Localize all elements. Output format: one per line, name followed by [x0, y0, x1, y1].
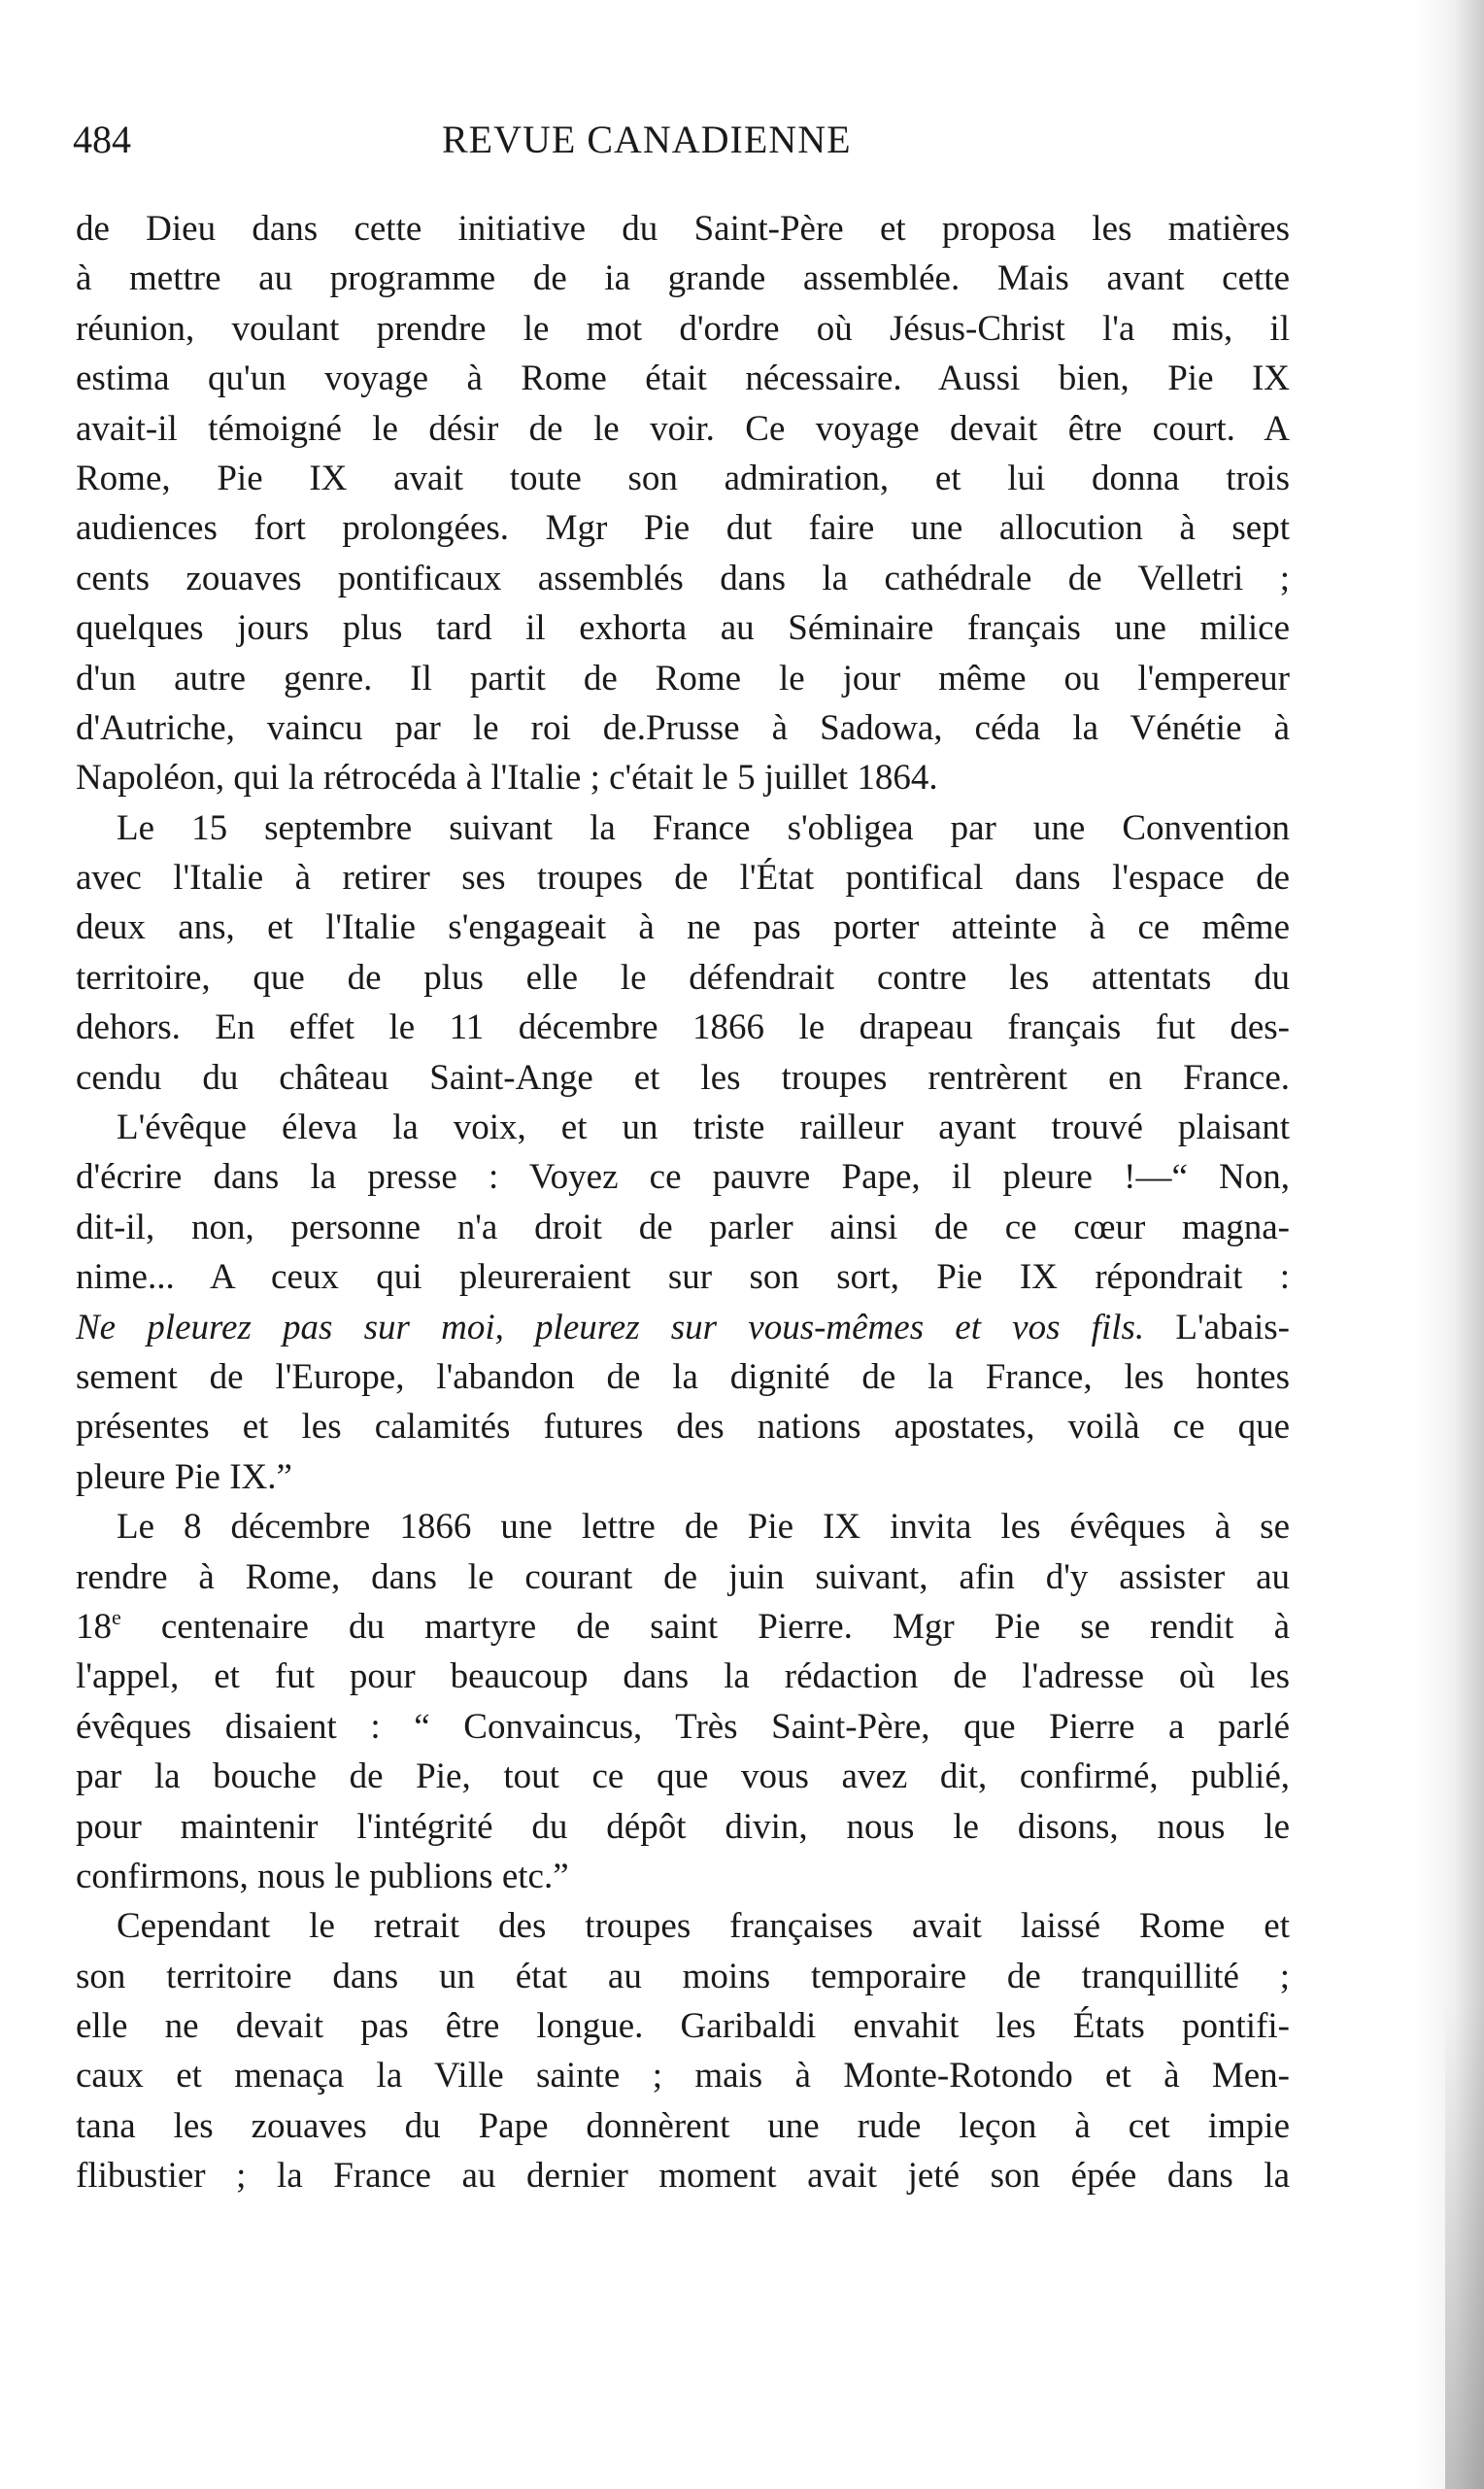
text-line: de Dieu dans cette initiative du Saint-Père et proposa les matières — [76, 209, 1290, 249]
text-line: caux et menaça la Ville sainte ; mais à Monte-Rotondo et à Men- — [76, 2056, 1290, 2097]
italic-quote: Ne pleurez pas sur moi, pleurez sur vous-mêmes et vos fils. — [76, 1307, 1145, 1347]
text-line: Rome, Pie IX avait toute son admiration, et lui donna trois — [76, 458, 1290, 498]
text-line: l'appel, et fut pour beaucoup dans la rédaction de l'adresse où les — [76, 1656, 1290, 1697]
text-line: rendre à Rome, dans le courant de juin suivant, afin d'y assister au — [76, 1556, 1290, 1597]
text-line: Napoléon, qui la rétrocéda à l'Italie ; c'était le 5 juillet 1864. — [76, 758, 938, 799]
text-line: nime... A ceux qui pleureraient sur son sort, Pie IX répondrait : — [76, 1257, 1290, 1298]
text-line — [76, 1303, 1290, 1352]
text-line: dit-il, non, personne n'a droit de parler ainsi de ce cœur magna- — [76, 1207, 1290, 1247]
page-number: 484 — [73, 118, 131, 161]
text-line: réunion, voulant prendre le mot d'ordre où Jésus-Christ l'a mis, il — [76, 308, 1290, 349]
text-line: à mettre au programme de ia grande assemblée. Mais avant cette — [76, 258, 1290, 299]
text-line: pleure Pie IX.” — [76, 1456, 292, 1497]
text-line: sement de l'Europe, l'abandon de la dignité de la France, les hontes — [76, 1356, 1290, 1397]
text-line: pour maintenir l'intégrité du dépôt divin, nous le disons, nous le — [76, 1806, 1290, 1847]
text-line: quelques jours plus tard il exhorta au Séminaire français une milice — [76, 608, 1290, 649]
text-line: elle ne devait pas être longue. Garibaldi envahit les États pontifi- — [76, 2006, 1290, 2047]
superscript: e — [112, 1604, 121, 1629]
text-line: tana les zouaves du Pape donnèrent une rude leçon à cet impie — [76, 2105, 1290, 2146]
text-line: Cependant le retrait des troupes françaises avait laissé Rome et — [117, 1906, 1290, 1947]
text-line: son territoire dans un état au moins temporaire de tranquillité ; — [76, 1956, 1290, 1996]
page-edge-shadow-bottom — [1445, 2003, 1484, 2489]
text-line: audiences fort prolongées. Mgr Pie dut faire une allocution à sept — [76, 508, 1290, 549]
text-line: avait-il témoigné le désir de le voir. Ce voyage devait être court. A — [76, 408, 1290, 449]
text-line: évêques disaient : “ Convaincus, Très Saint-Père, que Pierre a parlé — [76, 1706, 1290, 1747]
text-line: d'un autre genre. Il partit de Rome le jour même ou l'empereur — [76, 658, 1290, 699]
text-line: d'écrire dans la presse : Voyez ce pauvre Pape, il pleure !—“ Non, — [76, 1157, 1290, 1198]
text-line: d'Autriche, vaincu par le roi de.Prusse à Sadowa, céda la Vénétie à — [76, 707, 1290, 748]
text-line: L'évêque éleva la voix, et un triste railleur ayant trouvé plaisant — [117, 1108, 1290, 1148]
text-line: dehors. En effet le 11 décembre 1866 le drapeau français fut des- — [76, 1007, 1290, 1048]
text-fragment: L'abais- — [1144, 1307, 1290, 1347]
text-line: cents zouaves pontificaux assemblés dans la cathédrale de Velletri ; — [76, 558, 1290, 598]
text-line: estima qu'un voyage à Rome était nécessaire. Aussi bien, Pie IX — [76, 358, 1290, 399]
text-line: Le 8 décembre 1866 une lettre de Pie IX invita les évêques à se — [117, 1507, 1290, 1548]
text-line: territoire, que de plus elle le défendrait contre les attentats du — [76, 957, 1290, 998]
text-line: cendu du château Saint-Ange et les troupes rentrèrent en France. — [76, 1057, 1290, 1098]
text-line — [76, 1602, 1290, 1652]
text-line: par la bouche de Pie, tout ce que vous avez dit, confirmé, publié, — [76, 1756, 1290, 1797]
text-line: confirmons, nous le publions etc.” — [76, 1856, 569, 1896]
text-fragment: centenaire du martyre de saint Pierre. Mgr Pie se rendit à — [120, 1606, 1290, 1647]
text-line: avec l'Italie à retirer ses troupes de l'État pontifical dans l'espace de — [76, 858, 1290, 899]
text-line: flibustier ; la France au dernier moment avait jeté son épée dans la — [76, 2156, 1290, 2197]
body-text — [76, 204, 1290, 2201]
running-title: REVUE CANADIENNE — [442, 118, 852, 161]
running-header — [73, 117, 1292, 165]
text-line: présentes et les calamités futures des nations apostates, voilà ce que — [76, 1407, 1290, 1448]
text-fragment: 18 — [76, 1606, 112, 1647]
text-line: Le 15 septembre suivant la France s'obligea par une Convention — [117, 807, 1290, 848]
text-line: deux ans, et l'Italie s'engageait à ne pas porter atteinte à ce même — [76, 907, 1290, 948]
